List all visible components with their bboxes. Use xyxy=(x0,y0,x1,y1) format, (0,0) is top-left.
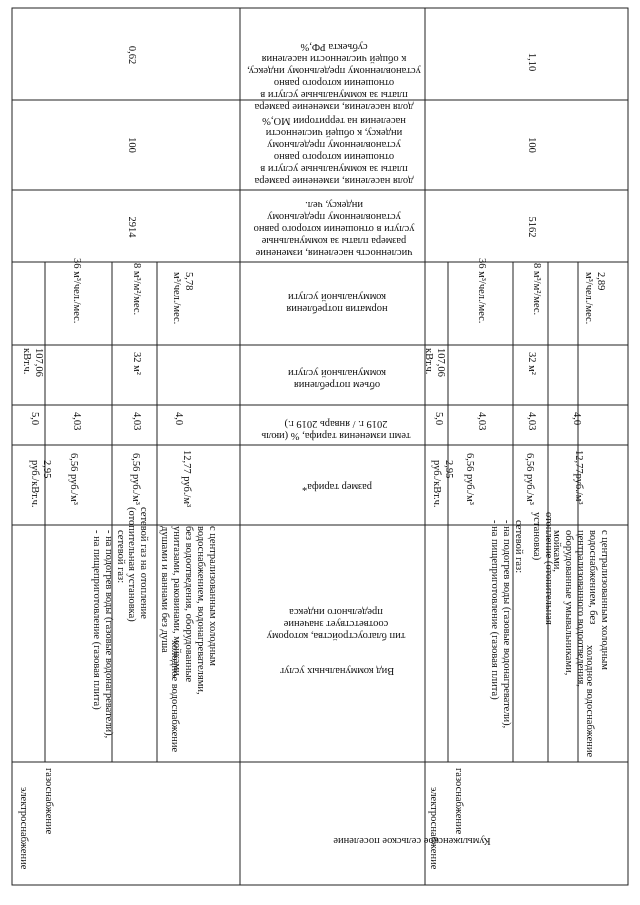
share-subject-value-2: 1,10 xyxy=(526,52,537,72)
service-electricity-1: электроснабжение xyxy=(18,787,29,870)
header-improvement-type: тип благоустройства, которому соответствует значение предельного индекса xyxy=(266,606,406,641)
volume-gas-heating-2: 32 м² xyxy=(526,352,537,375)
tariff-electricity-2: 2,95 руб./кВт.ч. xyxy=(431,460,454,508)
growth-electricity-2: 5,0 xyxy=(433,412,444,426)
share-mo-value-1: 100 xyxy=(126,137,137,153)
volume-electricity-1: 107,06 кВт.ч. xyxy=(21,348,44,377)
service-gas-1: газоснабжение xyxy=(43,768,54,835)
tariff-gas-heating-1: 6,56 руб./м³ xyxy=(130,453,141,505)
type-gas-1: сетевой газ: - на подогрев воды (газовые водонагреватели), - на пищеприготовление (газовая плита) xyxy=(91,530,126,739)
header-consumption-volume: объем потребления коммунальной услуги xyxy=(288,367,386,390)
growth-gas-2: 4,03 xyxy=(476,412,487,431)
header-consumption-norm: норматив потребления коммунальной услуги xyxy=(286,291,388,314)
norm-gas-1: 36 м³/чел./мес. xyxy=(71,258,82,324)
tariff-gas-2: 6,56 руб./м³ xyxy=(464,453,475,505)
tariff-gas-heating-2: 6,56 руб./м³ xyxy=(524,453,535,505)
service-cold-water-2: холодное водоснабжение xyxy=(584,645,595,758)
norm-cold-water-1: 5,78 м³/чел./мес. xyxy=(171,272,194,325)
type-gas-2: сетевой газ: - на подогрев воды (газовые водонагреватели), - на пищеприготовление (газовая плита) xyxy=(489,520,524,729)
growth-gas-heating-1: 4,03 xyxy=(131,412,142,431)
header-tariff-growth: темп изменения тарифа, % (июль 2019 г. / январь 2019 г.) xyxy=(261,418,411,441)
header-tariff-size: размер тарифа* xyxy=(301,481,373,492)
service-gas-2: газоснабжение xyxy=(453,768,464,835)
header-service-type: Вид коммунальных услуг xyxy=(279,665,395,676)
settlement-name: Кумылженское сельское поселение xyxy=(333,835,491,846)
type-gas-heating-1: сетевой газ на отопление (отопительная установка) xyxy=(126,507,149,622)
share-subject-value-1: 0,62 xyxy=(126,45,137,65)
norm-gas-heating-2: 8 м³/м²/мес. xyxy=(531,263,542,316)
volume-gas-heating-1: 32 м² xyxy=(131,352,142,375)
norm-gas-heating-1: 8 м³/м²/мес. xyxy=(131,263,142,316)
population-value-2: 5162 xyxy=(526,216,537,238)
service-cold-water-1: холодное водоснабжение xyxy=(169,640,180,753)
norm-gas-2: 36 м³/чел./мес. xyxy=(476,258,487,324)
type-gas-heating-2: отопление (отопительная установка) xyxy=(531,512,554,625)
growth-gas-heating-2: 4,03 xyxy=(526,412,537,431)
tariff-electricity-1: 2,95 руб./кВт.ч. xyxy=(29,460,52,508)
tariff-gas-1: 6,56 руб./м³ xyxy=(68,453,79,505)
type-cold-water-1: с централизованным холодным водоснабжением, водонагревателями, без водоотведения, оборудованные унитазами, раковинами, мойками, душами и ваннами без душа xyxy=(159,526,218,695)
growth-electricity-1: 5,0 xyxy=(29,412,40,426)
growth-gas-1: 4,03 xyxy=(71,412,82,431)
growth-cold-water-1: 4,0 xyxy=(173,412,184,426)
header-population: численность населения, изменение размера платы за коммунальные услуги в отношении которого равно установленному предельному индексу, чел. xyxy=(253,199,415,258)
tariff-cold-water-2: 12,77руб./м³ xyxy=(573,450,584,505)
service-electricity-2: электроснабжение xyxy=(428,787,439,870)
norm-cold-water-2: 2,89 м³/чел./мес. xyxy=(583,272,606,325)
header-share-mo: доля населения, изменение размера платы за коммунальные услуги в отношении которого равно установленному предельному индексу, к общей численности населения на территории МО,% xyxy=(254,115,414,186)
growth-cold-water-2: 4,0 xyxy=(571,412,582,426)
volume-electricity-2: 107,06 кВт.ч. xyxy=(423,348,446,377)
share-mo-value-2: 100 xyxy=(526,137,537,153)
type-cold-water-2: с централизованным холодным водоснабжением, без централизованного водоотведения, оборудованные умывальниками, мойками, xyxy=(551,530,610,687)
tariff-cold-water-1: 12,77 руб./м³ xyxy=(181,450,192,508)
header-share-subject: доля населения, изменение размера платы за коммунальные услуги в отношении которого равно установленному предельному индексу, к общей численности населения субъекта РФ,% xyxy=(247,41,421,112)
population-value-1: 2914 xyxy=(126,216,137,238)
